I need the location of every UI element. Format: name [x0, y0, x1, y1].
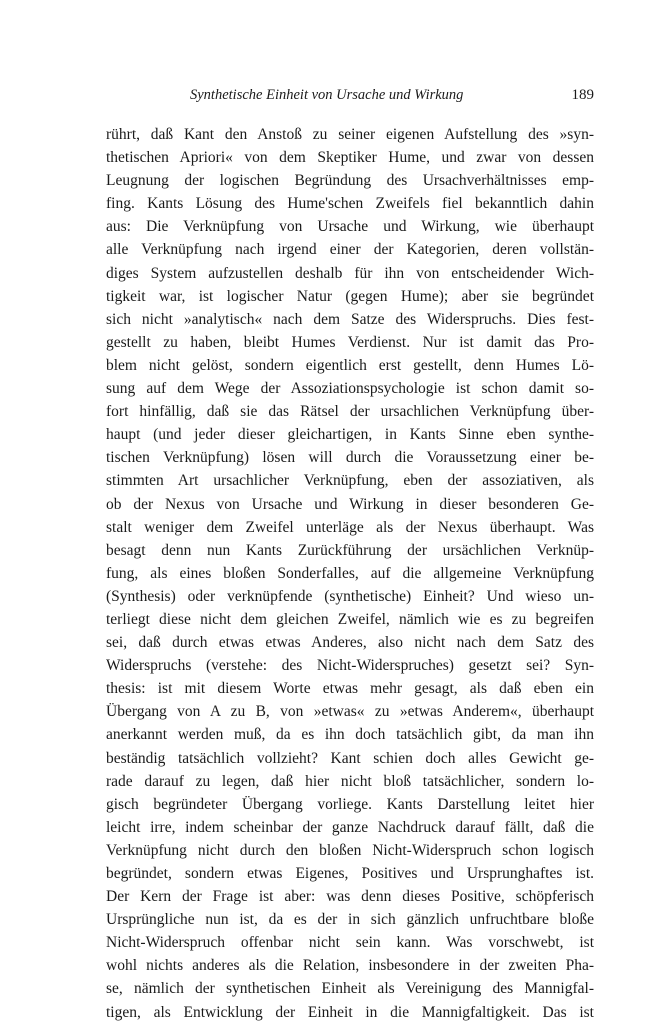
running-head	[106, 87, 594, 109]
text-line: begründet, sondern etwas Eigenes, Positives und Ursprunghaftes ist.	[106, 865, 594, 882]
text-line: tigen, als Entwicklung der Einheit in die Mannigfaltigkeit. Das ist	[106, 1003, 594, 1021]
text-line: stimmten Art ursachlicher Verknüpfung, eben der assoziativen, als	[106, 472, 594, 490]
text-line: aus: Die Verknüpfung von Ursache und Wirkung, wie überhaupt	[106, 218, 594, 236]
text-line: fort hinfällig, daß sie das Rätsel der ursachlichen Verknüpfung über-	[106, 403, 594, 421]
text-line: (Synthesis) oder verknüpfende (synthetische) Einheit? Und wieso un-	[106, 587, 594, 605]
text-line: Verknüpfung nicht durch den bloßen Nicht-Widerspruch schon logisch	[106, 841, 594, 859]
text-line: blem nicht gelöst, sondern eigentlich erst gestellt, denn Humes Lö-	[106, 356, 594, 374]
text-line: Widerspruchs (verstehe: des Nicht-Widerspruches) gesetzt sei? Syn-	[106, 657, 594, 675]
page-number: 189	[571, 87, 594, 103]
text-line: se, nämlich der synthetischen Einheit als Vereinigung des Mannigfal-	[106, 980, 594, 998]
text-line: besagt denn nun Kants Zurückführung der ursächlichen Verknüp-	[106, 541, 594, 559]
text-line: anerkannt werden muß, da es ihn doch tatsächlich gibt, da man ihn	[106, 726, 594, 744]
text-line: thetischen Apriori« von dem Skeptiker Hume, und zwar von dessen	[106, 149, 594, 167]
text-line: thesis: ist mit diesem Worte etwas mehr gesagt, als daß eben ein	[106, 680, 594, 698]
text-line: leicht irre, indem scheinbar der ganze Nachdruck darauf fällt, daß die	[106, 818, 594, 836]
body-text	[106, 123, 594, 1024]
text-line: Ursprüngliche nun ist, da es der in sich gänzlich unfruchtbare bloße	[106, 911, 594, 929]
text-line: terliegt diese nicht dem gleichen Zweifel, nämlich wie es zu begreifen	[106, 610, 594, 628]
text-line: wohl nichts anderes als die Relation, insbesondere in der zweiten Pha-	[106, 957, 594, 975]
text-line: fung, als eines bloßen Sonderfalles, auf die allgemeine Verknüpfung	[106, 564, 594, 582]
text-line: diges System aufzustellen deshalb für ihn von entscheidender Wich-	[106, 264, 594, 282]
text-line: tigkeit war, ist logischer Natur (gegen Hume); aber sie begründet	[106, 287, 594, 305]
text-line: haupt (und jeder dieser gleichartigen, in Kants Sinne eben synthe-	[106, 426, 594, 444]
text-line: tischen Verknüpfung) lösen will durch die Voraussetzung einer be-	[106, 449, 594, 467]
text-line: Übergang von A zu B, von »etwas« zu »etwas Anderem«, überhaupt	[106, 703, 594, 721]
text-line: sich nicht »analytisch« nach dem Satze des Widerspruchs. Dies fest-	[106, 310, 594, 328]
text-line: rade darauf zu legen, daß hier nicht bloß tatsächlicher, sondern lo-	[106, 772, 594, 790]
text-line: Der Kern der Frage ist aber: was denn dieses Positive, schöpferisch	[106, 888, 594, 906]
running-title: Synthetische Einheit von Ursache und Wirkung	[190, 87, 464, 103]
text-line: beständig tatsächlich vollzieht? Kant schien doch alles Gewicht ge-	[106, 749, 594, 767]
text-line: alle Verknüpfung nach irgend einer der Kategorien, deren vollstän-	[106, 241, 594, 259]
text-line: Nicht-Widerspruch offenbar nicht sein kann. Was vorschwebt, ist	[106, 934, 594, 952]
text-line: sung auf dem Wege der Assoziationspsychologie ist schon damit so-	[106, 380, 594, 398]
text-line: rührt, daß Kant den Anstoß zu seiner eigenen Aufstellung des »syn-	[106, 126, 594, 143]
text-line: gisch begründeter Übergang vorliege. Kants Darstellung leitet hier	[106, 795, 594, 813]
text-line: sei, daß durch etwas etwas Anderes, also nicht nach dem Satz des	[106, 634, 594, 652]
text-line: Leugnung der logischen Begründung des Ursachverhältnisses emp-	[106, 172, 594, 190]
text-line: fing. Kants Lösung des Hume'schen Zweifels fiel bekanntlich dahin	[106, 195, 594, 213]
text-line: stalt weniger dem Zweifel unterläge als der Nexus überhaupt. Was	[106, 518, 594, 536]
text-line: gestellt zu haben, bleibt Humes Verdienst. Nur ist damit das Pro-	[106, 333, 594, 351]
text-line: ob der Nexus von Ursache und Wirkung in dieser besonderen Ge-	[106, 495, 594, 513]
